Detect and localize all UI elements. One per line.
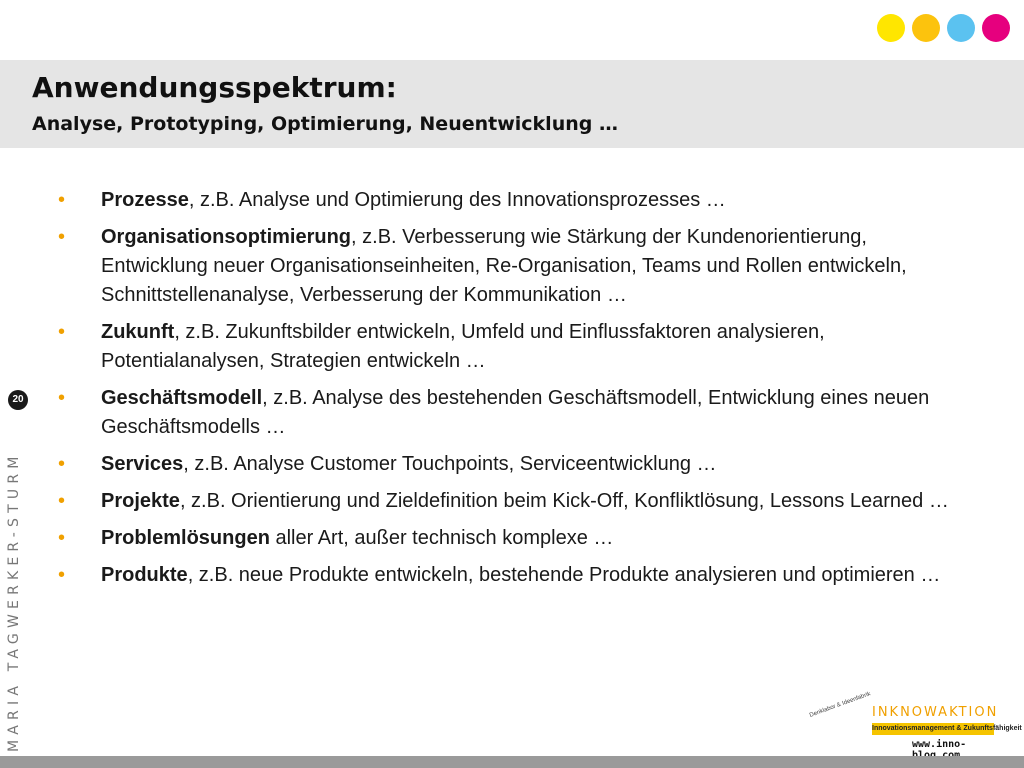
- item-text: aller Art, außer technisch komplexe …: [269, 527, 614, 549]
- item-text: , z.B. Verbesserung wie Stärkung der Kundenorientierung, Entwicklung neuer Organisationseinheiten, Re-Organisation, Teams und Rollen entwickeln, Schnittstellenanalyse, Verbesserung der Kommunikation …: [101, 226, 907, 306]
- list-item: [58, 186, 958, 215]
- yellow-dot: [877, 14, 905, 42]
- logo-tagline: Innovationsmanagement & Zukunftsfähigkeit: [872, 723, 994, 735]
- item-text: , z.B. neue Produkte entwickeln, bestehende Produkte analysieren und optimieren …: [187, 564, 941, 586]
- page-number-badge: 20: [8, 390, 28, 410]
- slide-subtitle: Analyse, Prototyping, Optimierung, Neuentwicklung …: [32, 113, 618, 135]
- list-item: [58, 561, 958, 590]
- list-item: [58, 450, 958, 479]
- logo-small-text: Denklabor & Ideenfabrik: [808, 691, 872, 719]
- author-vertical-text: MARIA TAGWERKER-STURM: [6, 451, 22, 752]
- item-text: , z.B. Zukunftsbilder entwickeln, Umfeld und Einflussfaktoren analysieren, Potentialanalysen, Strategien entwickeln …: [101, 321, 825, 372]
- footer-bar: [0, 756, 1024, 768]
- blue-dot: [947, 14, 975, 42]
- item-term: Organisationsoptimierung: [101, 226, 352, 248]
- list-item: [58, 223, 958, 310]
- logo-url: www.inno-: [912, 739, 967, 750]
- orange-dot: [912, 14, 940, 42]
- item-term: Geschäftsmodell: [101, 387, 263, 409]
- slide-title: Anwendungsspektrum:: [32, 71, 397, 104]
- item-term: Problemlösungen: [101, 527, 270, 549]
- item-text: , z.B. Analyse des bestehenden Geschäftsmodell, Entwicklung eines neuen Geschäftsmodells …: [101, 387, 930, 438]
- list-item: [58, 318, 958, 376]
- logo-brand: INKNOWAKTION: [872, 705, 999, 720]
- list-item: [58, 384, 958, 442]
- slide-header: [0, 60, 1024, 148]
- list-item: [58, 524, 958, 553]
- pink-dot: [982, 14, 1010, 42]
- item-term: Projekte: [101, 490, 180, 512]
- color-dots: [877, 14, 1010, 42]
- list-item: [58, 487, 958, 516]
- item-text: , z.B. Analyse und Optimierung des Innovationsprozesses …: [188, 189, 726, 211]
- inknowaktion-logo: [808, 691, 1022, 755]
- bullet-list: [58, 186, 958, 598]
- item-text: , z.B. Analyse Customer Touchpoints, Serviceentwicklung …: [183, 453, 717, 475]
- item-term: Services: [101, 453, 184, 475]
- item-term: Zukunft: [101, 321, 175, 343]
- item-term: Produkte: [101, 564, 188, 586]
- item-text: , z.B. Orientierung und Zieldefinition beim Kick-Off, Konfliktlösung, Lessons Learned …: [179, 490, 949, 512]
- item-term: Prozesse: [101, 189, 189, 211]
